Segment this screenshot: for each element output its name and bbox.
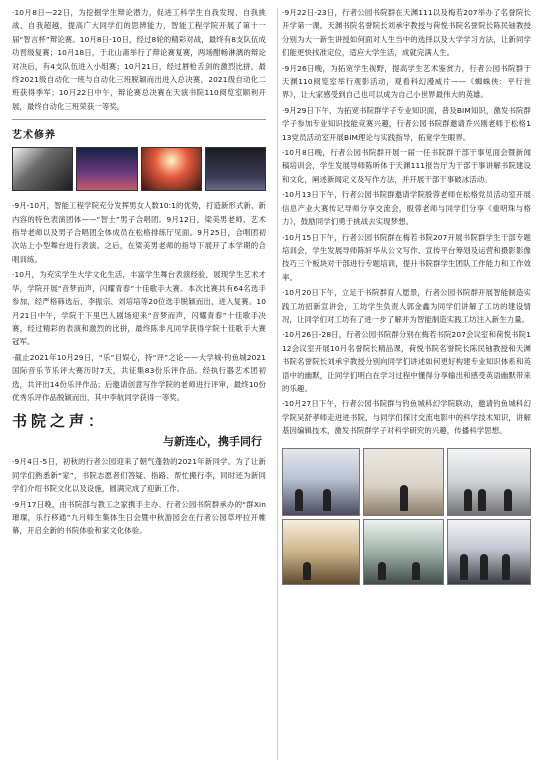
event-paragraph: ·10月15日下午，行者公园书院群在梅若书院207开展书院群学生干部专题培训会，学生发展导师陈轩华从公文写作、宣传平台筹划及运营和摄影影像技巧三个板块对干部进行专题培训，提升书院群学生团队工作能力和工作效率。 xyxy=(282,232,531,282)
event-paragraph: ·10月26日-28日，行者公园书院群分别在梅若书院207会议室和荷悦书院112会议室开展10月名誉院长精品课，荷悦书院名誉院长陈民铀教授和天渊书院名誉院长刘承宇教授分别向同学们讲述如何更好构建专业知识体系和英语中的幽默，让同学们明白在学习过程中懂得分享输出和感受英语幽默带来的乐趣。 xyxy=(282,330,531,393)
person-figure xyxy=(295,489,303,511)
academy-voice-title: 书院之声： xyxy=(12,412,108,431)
left-column xyxy=(0,0,276,540)
person-figure xyxy=(400,485,408,511)
person-figure xyxy=(323,489,331,511)
gallery-photo xyxy=(363,448,444,516)
section-divider xyxy=(12,119,266,120)
art-paragraph: ·9月-10月，智能工程学院充分发挥男女人数10:1的优势，打造新形式新、新内容的特色表演团体——“智士”男子合唱团。9月12日，梁美男老师、艺术指导老师以及男子合唱团全体成员在松格排练厅见面。9月25日，合唱团初次站上小型舞台进行表演。之后，在梁美男老师的指导下展开了本学期的合唱训练。 xyxy=(12,201,266,264)
right-column xyxy=(276,0,543,585)
person-figure xyxy=(378,562,386,580)
person-figure xyxy=(502,554,510,580)
concert-photo xyxy=(205,147,266,191)
person-figure xyxy=(478,489,486,511)
event-paragraph: ·10月13日下午，行者公园书院群邀请学院殷蓉老师在松格党员活动室开展信息产业大赛传记导师分享交流会，殷蓉老师与同学们分享《重明珠与格力》，鼓励同学们勇于挑战去实现梦想。 xyxy=(282,190,531,227)
gallery-photo xyxy=(447,519,531,585)
event-paragraph: ·9月22日-23日，行者公园书院群在天渊111以及梅若207举办了名誉院长开学第一课。天渊书院名誉院长刘承宇教授与荷悦书院名誉院长陈民铀教授分别为大一新生讲授如何面对人生当中的选择以及大学学习方法，让新同学们能更快找准定位，适应大学生活，成就完满人生。 xyxy=(282,8,531,58)
debate-paragraph: ·10月8日—22日，为挖掘学生辩论潜力，促进工科学生自我发现、自我挑战、自我超越，提高广大同学们的思辨能力，智能工程学院开展了第十一届“智言杯”辩论赛。10月8日-10日，经过8轮的精彩对战，最终有8支队伍成功晋级复赛；10月18日，于北山斋举行了辩论赛复赛，两场酣畅淋漓的辩论对决后，有4支队伍进入小组赛；10月21日，经过唇枪舌剑的激烈比拼，最终2021级自动化一班与自动化三班脱颖而出进入总决赛，2021级自动化二班获得季军；10月22日中午，辩论赛总决赛在天演书院110阅览室顺利开展，最终自动化三班荣获一等奖。 xyxy=(12,8,266,111)
person-figure xyxy=(303,562,311,580)
academy-paragraph: ·9月17日晚，由书院部与教工之家携手主办、行者公园书院群承办的“群Xin璀璨，乐行移通”九月师生集体生日会暨中秋游园会在行者公园草坪拉开帷幕，开启全新的书院体验和家文化体验。 xyxy=(12,499,266,536)
person-figure xyxy=(412,562,420,580)
person-figure xyxy=(460,554,468,580)
event-paragraph: ·9月26日晚，为拓宽学生视野，提高学生艺术鉴赏力，行者公园书院群于天渊110阅览室举行观影活动，观看科幻漫威片——《蜘蛛侠：平行世界》，让大家感受到自己也可以成为自己小世界最伟大的英雄。 xyxy=(282,63,531,100)
academy-voice-subtitle: 与新连心，携手同行 xyxy=(163,435,262,449)
gallery-photo xyxy=(282,448,360,516)
event-paragraph: ·10月27日下午，行者公园书院群与钓鱼城科幻学院联动，邀请钓鱼城科幻学院吴舒孝师走进进书院，与同学们探讨交流电影中的科学技术知识，讲解基因编辑技术，激发书院群学子对科学研究的兴趣，传播科学思想。 xyxy=(282,399,531,436)
event-photo-gallery xyxy=(282,448,531,585)
gallery-photo xyxy=(363,519,444,585)
art-section-title: 艺术修养 xyxy=(12,130,56,142)
academy-voice-heading xyxy=(12,410,266,449)
person-figure xyxy=(480,554,488,580)
stage-photo xyxy=(76,147,137,191)
academy-paragraph: ·9月4日-5日，初秋的行者公园迎来了朝气蓬勃的2021年新同学。为了让新同学们熟悉新“家”，书院志愿者们答疑、指路、帮忙搬行李，同时还为新同学们介绍书院文化以及设施，圆满完成了迎新工作。 xyxy=(12,457,266,494)
art-paragraph: ·10月，为充实学生大学文化生活，丰富学生舞台表演经验，展现学生艺术才华，学院开展“音梦而声，闪耀青春”十佳歌手大赛。本次比赛共有64名选手参加，经严格筛选后，李振宗、刘培培等20位选手脱颖而出，进入复赛。10月21日中午，学院于下里巴人剧场迎来“音梦而声，闪耀青春”十佳歌手决赛，经过精彩的表演和激烈的比拼，最终陈非凡同学获得学院十佳歌手大赛冠军。 xyxy=(12,270,266,347)
event-paragraph: ·10月20日下午，立足于书院群育人愿景，行者公园书院群开展智能制造实践工坊招新宣讲会，工坊学生负责人郭金鑫为同学们讲解了工坊的建设情况，让同学们对工坊有了进一步了解并为智能制造实践工坊注入新生力量。 xyxy=(282,288,531,324)
person-figure xyxy=(464,489,472,511)
art-photo-strip xyxy=(12,147,266,191)
event-paragraph: ·10月8日晚，行者公园书院群开展一届一任书院群干部干事见面会暨新闻稿培训会，学生发展导师陈昕体于天渊111报告厅为干部干事讲解书院建设和文化，阐述新闻定义及写作方法，并开展干部干事破冰活动。 xyxy=(282,148,531,184)
gallery-photo xyxy=(282,519,360,585)
singer-photo xyxy=(141,147,202,191)
person-figure xyxy=(504,489,512,511)
event-paragraph: ·9月29日下午，为拓宽书院群学子专业知识面，普及BIM知识，激发书院群学子参加专业知识技能竞赛兴趣，行者公园书院群邀请乔兴刚老师于松格113党员活动室开展BIM理论与实践指导，拓宽学生眼界。 xyxy=(282,105,531,142)
choir-photo xyxy=(12,147,73,191)
gallery-photo xyxy=(447,448,531,516)
art-paragraph: ·截止2021年10月29日，“乐”目娱心，持“评”之论——大学城·钓鱼城2021国际音乐节乐评大赛历时7天，共征集83份乐评作品。经执行器艺术团初选，共评出14份乐评作品；后邀请创意写作学院的老师进行评审，最终10份优秀乐评作品脱颖而出，其中李航同学获得一等奖。 xyxy=(12,352,266,402)
